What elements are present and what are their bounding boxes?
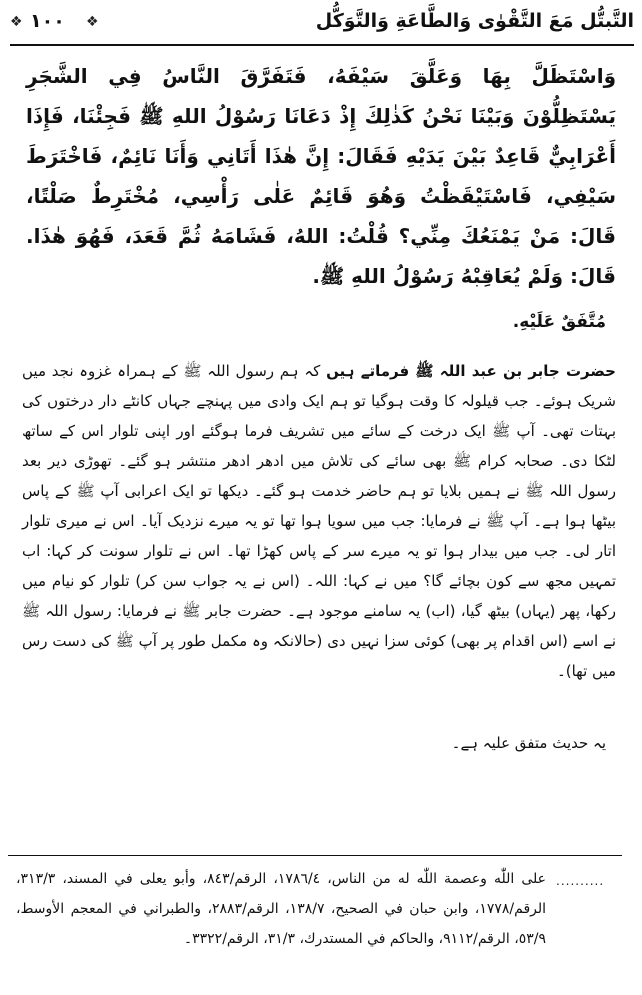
footnote-continuation-dots: ..........: [556, 874, 605, 888]
ornament-icon: ❖: [86, 14, 99, 30]
arabic-source-note: مُتَّفَقٌ عَلَيْهِ.: [512, 312, 606, 332]
footnote-divider: [8, 855, 622, 856]
header-divider: [10, 44, 634, 46]
footnote-text: على اللّٰه وعصمة اللّٰه له من الناس، ١٧٨٦/٤، الرقم/٨٤٣، وأبو يعلى في المسند، ٣١٣/٣، الرقم/١٧٧٨، وابن حبان في الصحيح، ١٣٨/٧، الرقم/٢٨٨٣، والطبراني في المعجم الأوسط، ٥٣/٩، الرقم/٩١١٢، والحاكم في المستدرك، ٣١/٣، الرقم/٣٣٢٢۔: [16, 871, 547, 947]
urdu-translation: [22, 356, 616, 686]
urdu-translation-lead: حضرت جابر بن عبد اللہ ﷺ فرماتے ہیں: [326, 362, 616, 380]
urdu-source-note: یہ حدیث متفق علیہ ہے۔: [451, 734, 606, 752]
page-number: ١٠٠: [30, 10, 65, 32]
running-title: التَّبتُّل مَعَ التَّقْوٰى وَالطَّاعَةِ وَالتَّوَكُّل: [315, 10, 634, 32]
urdu-translation-body: کہ ہم رسول اللہ ﷺ کے ہمراہ غزوہ نجد میں شریک ہوئے۔ جب قیلولہ کا وقت ہوگیا تو ہم ایک وادی میں پہنچے جہاں کانٹے دار درختوں کی بہتات تھی۔ آپ ﷺ ایک درخت کے سائے میں تشریف فرما ہوگئے اور اپنی تلوار اس کے ساتھ لٹکا دی۔ صحابہ کرام ﷺ بھی سائے کی تلاش میں ادھر ادھر منتشر ہو گئے۔ تھوڑی دیر بعد رسول اللہ ﷺ نے ہمیں بلایا تو ہم حاضر خدمت ہو گئے۔ دیکھا تو ایک اعرابی آپ ﷺ کے پاس بیٹھا ہوا ہے۔ آپ ﷺ نے فرمایا: جب میں سویا ہوا تھا تو یہ میرے نزدیک آیا۔ اس نے میری تلوار اتار لی۔ جب میں بیدار ہوا تو یہ میرے سر کے پاس کھڑا تھا۔ اس نے تلوار سونت کر کہا: اب تمہیں مجھ سے کون بچائے گا؟ میں نے کہا: اللہ۔ (اس نے یہ جواب سن کر) تلوار کو نیام میں رکھا، پھر (یہاں) بیٹھ گیا، (اب) یہ سامنے موجود ہے۔ حضرت جابر ﷺ نے فرمایا: رسول اللہ ﷺ نے اسے (اس اقدام پر بھی) کوئی سزا نہیں دی (حالانکہ وہ مکمل طور پر آپ ﷺ کی دست رس میں تھا)۔: [22, 362, 616, 680]
page-header: [10, 8, 634, 42]
arabic-hadith-text: وَاسْتَظَلَّ بِهَا وَعَلَّقَ سَيْفَهُ، فَتَفَرَّقَ النَّاسُ فِي الشَّجَرِ يَسْتَظِلُّوْنَ وَبَيْنَا نَحْنُ كَذٰلِكَ إِذْ دَعَانَا رَسُوْلُ اللهِ ﷺ فَجِئْنَا، فَإِذَا أَعْرَابِيٌّ قَاعِدٌ بَيْنَ يَدَيْهِ فَقَالَ: إِنَّ هٰذَا أَتَانِي وَأَنَا نَائِمٌ، فَاخْتَرَطَ سَيْفِي، فَاسْتَيْقَظْتُ وَهُوَ قَائِمٌ عَلٰى رَأْسِي، مُخْتَرِطٌ صَلْتًا، قَالَ: مَنْ يَمْنَعُكَ مِنِّي؟ قُلْتُ: اللهُ، فَشَامَهُ ثُمَّ قَعَدَ، فَهُوَ هٰذَا. قَالَ: وَلَمْ يُعَاقِبْهُ رَسُوْلُ اللهِ ﷺ.: [26, 64, 616, 288]
ornament-icon: ❖: [10, 14, 23, 30]
